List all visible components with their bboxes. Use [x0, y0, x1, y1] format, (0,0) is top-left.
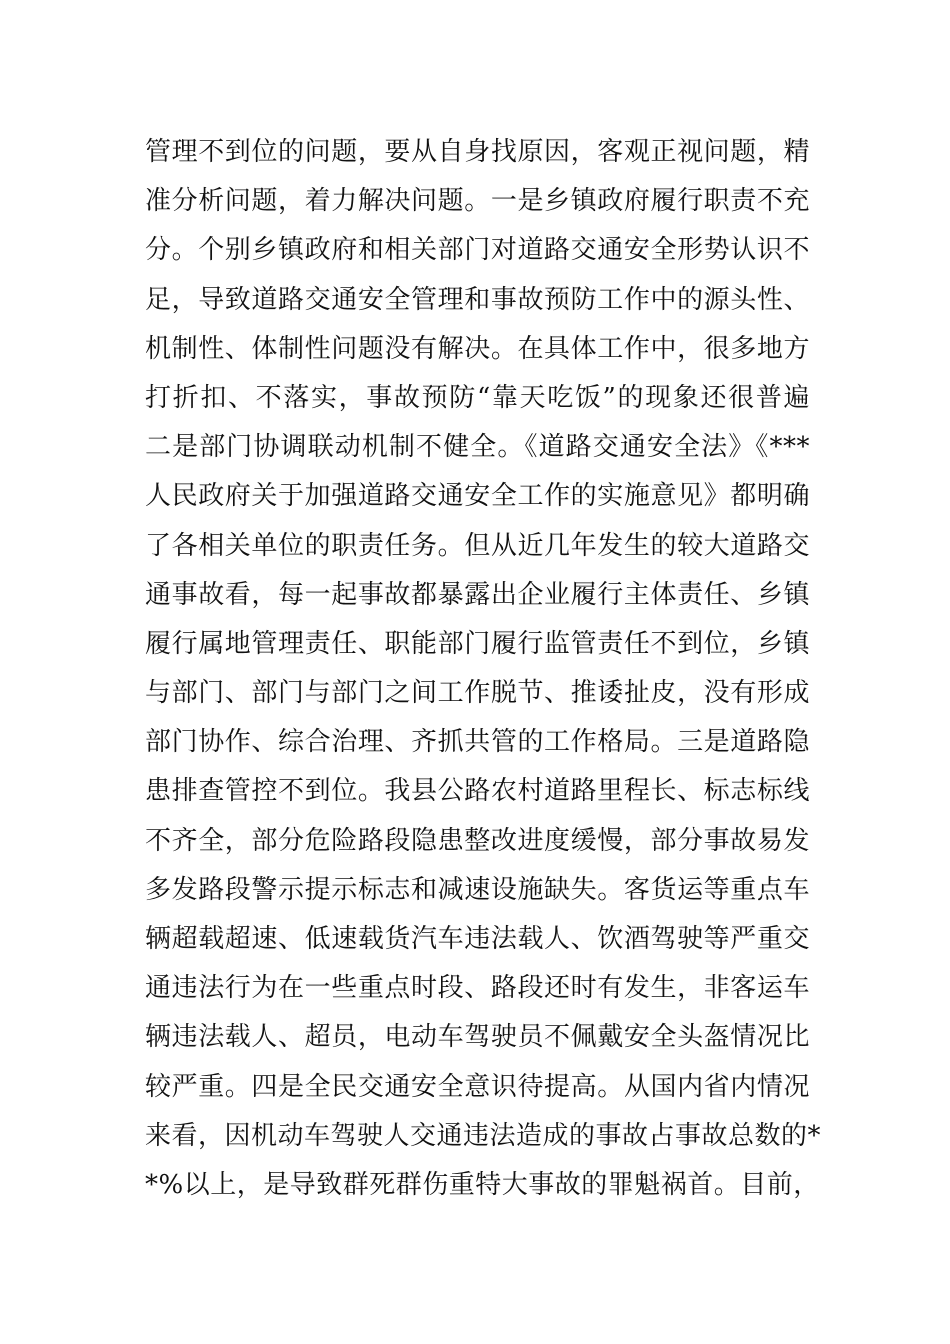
- text-line: *%以上，是导致群死群伤重特大事故的罪魁祸首。目前，: [145, 1169, 820, 1200]
- text-line: 多发路段警示提示标志和减速设施缺失。客货运等重点车: [145, 874, 810, 905]
- text-line: 打折扣、不落实，事故预防“靠天吃饭”的现象还很普遍: [145, 382, 810, 413]
- text-line: 二是部门协调联动机制不健全。《道路交通安全法》《***: [145, 432, 810, 463]
- body-paragraph: [145, 128, 822, 1210]
- text-line: 机制性、体制性问题没有解决。在具体工作中，很多地方: [145, 333, 810, 364]
- text-line: 管理不到位的问题，要从自身找原因，客观正视问题，精: [145, 137, 810, 167]
- text-line: 足，导致道路交通安全管理和事故预防工作中的源头性、: [145, 284, 810, 315]
- text-line: 患排查管控不到位。我县公路农村道路里程长、标志标线: [145, 776, 810, 807]
- text-line: 与部门、部门与部门之间工作脱节、推诿扯皮，没有形成: [145, 678, 810, 709]
- text-line: 准分析问题，着力解决问题。一是乡镇政府履行职责不充: [145, 186, 810, 217]
- text-line: 来看，因机动车驾驶人交通违法造成的事故占事故总数的*: [145, 1120, 822, 1151]
- text-line: 履行属地管理责任、职能部门履行监管责任不到位，乡镇: [145, 628, 810, 659]
- text-line: 分。个别乡镇政府和相关部门对道路交通安全形势认识不: [145, 235, 810, 266]
- text-line: 部门协作、综合治理、齐抓共管的工作格局。三是道路隐: [145, 727, 810, 758]
- text-line: 了各相关单位的职责任务。但从近几年发生的较大道路交: [145, 530, 810, 561]
- text-line: 辆违法载人、超员，电动车驾驶员不佩戴安全头盔情况比: [145, 1022, 810, 1053]
- text-line: 辆超载超速、低速载货汽车违法载人、饮酒驾驶等严重交: [145, 924, 810, 954]
- text-line: 人民政府关于加强道路交通安全工作的实施意见》都明确: [145, 481, 810, 512]
- text-line: 通违法行为在一些重点时段、路段还时有发生，非客运车: [145, 973, 810, 1004]
- text-line: 不齐全，部分危险路段隐患整改进度缓慢，部分事故易发: [145, 825, 810, 856]
- text-line: 通事故看，每一起事故都暴露出企业履行主体责任、乡镇: [145, 579, 810, 610]
- text-line: 较严重。四是全民交通安全意识待提高。从国内省内情况: [145, 1071, 810, 1102]
